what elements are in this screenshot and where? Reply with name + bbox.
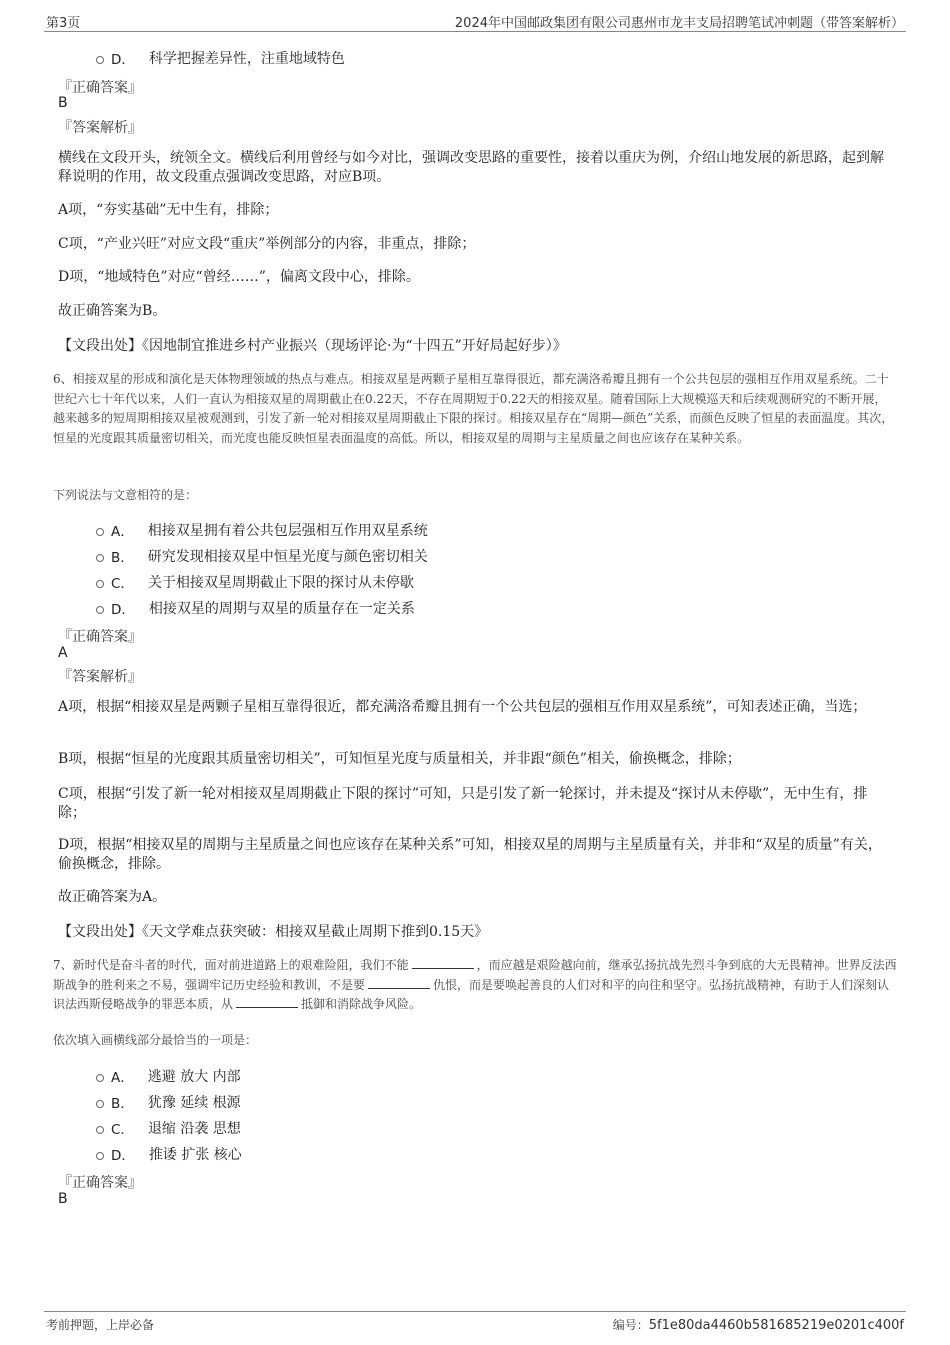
- radio-icon[interactable]: [96, 1100, 104, 1108]
- header-divider: [44, 31, 906, 32]
- analysis-paragraph: A项，根据“相接双星是两颗子星相互靠得很近，都充满洛希瓣且拥有一个公共包层的强相互作用双星系统”，可知表述正确，当选；: [58, 699, 867, 715]
- analysis-paragraph: C项，“产业兴旺”对应文段“重庆”举例部分的内容，非重点，排除；: [58, 236, 476, 252]
- page-number: 第3页: [46, 16, 81, 31]
- option-d[interactable]: D． 相接双星的周期与双星的质量存在一定关系: [96, 598, 415, 618]
- analysis-conclusion: 故正确答案为A。: [58, 889, 167, 905]
- answer-label: 『正确答案』: [58, 80, 142, 96]
- option-b[interactable]: B． 犹豫 延续 根源: [96, 1092, 241, 1112]
- analysis-paragraph: D项，“地域特色”对应“曾经……”，偏离文段中心，排除。: [58, 269, 420, 285]
- option-d[interactable]: D． 推诿 扩张 核心: [96, 1144, 242, 1164]
- option-a[interactable]: A． 相接双星拥有着公共包层强相互作用双星系统: [96, 520, 428, 540]
- option-d[interactable]: D． 科学把握差异性，注重地域特色: [96, 48, 345, 68]
- radio-icon[interactable]: [96, 1126, 104, 1134]
- question-prompt: 下列说法与文意相符的是：: [53, 488, 198, 502]
- fill-blank: [412, 956, 474, 969]
- analysis-paragraph: B项，根据“恒星的光度跟其质量密切相关”，可知恒星光度与质量相关，并非跟“颜色”相关，偷换概念，排除；: [58, 751, 741, 767]
- document-code: 编号：5f1e80da4460b581685219e0201c400f: [612, 1318, 904, 1333]
- footer-divider: [44, 1311, 906, 1312]
- question-prompt: 依次填入画横线部分最恰当的一项是：: [53, 1033, 258, 1047]
- radio-icon[interactable]: [96, 606, 104, 614]
- analysis-paragraph: 横线在文段开头，统领全文。横线后利用曾经与如今对比，强调改变思路的重要性，接着以重庆为例，介绍山地发展的新思路，起到解释说明的作用，故文段重点强调改变思路，对应B项。: [58, 150, 884, 185]
- analysis-label: 『答案解析』: [58, 669, 142, 685]
- source-citation: 【文段出处】《天文学难点获突破：相接双星截止周期下推到0.15天》: [58, 924, 489, 940]
- answer-label: 『正确答案』: [58, 1175, 142, 1191]
- analysis-label: 『答案解析』: [58, 120, 142, 136]
- radio-icon[interactable]: [96, 580, 104, 588]
- option-b[interactable]: B． 研究发现相接双星中恒星光度与颜色密切相关: [96, 546, 428, 566]
- source-citation: 【文段出处】《因地制宜推进乡村产业振兴（现场评论·为“十四五”开好局起好步）》: [58, 338, 567, 354]
- question-stem: 6、相接双星的形成和演化是天体物理领域的热点与难点。相接双星是两颗子星相互靠得很近，都充满洛希瓣且拥有一个公共包层的强相互作用双星系统。二十世纪六七十年代以来，人们一直认为相接双星的周期截止在0.22天，不存在周期短于0.22天的相接双星。随着国际上大规模巡天和后续观测研究的不断开展，越来越多的短周期相接双星被观测到，引发了新一轮对相接双星周期截止下限的探讨。相接双星存在“周期—颜色”关系，而颜色反映了恒星的表面温度。其次，恒星的光度跟其质量密切相关，而光度也能反映恒星表面温度的高低。所以，相接双星的周期与主星质量之间也应该存在某种关系。: [53, 372, 894, 445]
- answer-label: 『正确答案』: [58, 629, 142, 645]
- correct-answer: A: [58, 645, 68, 661]
- analysis-paragraph: D项，根据“相接双星的周期与主星质量之间也应该存在某种关系”可知，相接双星的周期与主星质量有关，并非和“双星的质量”有关，偷换概念，排除。: [58, 837, 882, 872]
- analysis-conclusion: 故正确答案为B。: [58, 303, 167, 319]
- fill-blank: [368, 976, 430, 989]
- footer-slogan: 考前押题，上岸必备: [46, 1318, 155, 1332]
- fill-blank: [236, 995, 298, 1008]
- option-c[interactable]: C． 关于相接双星周期截止下限的探讨从未停歇: [96, 572, 414, 592]
- correct-answer: B: [58, 95, 68, 111]
- question-stem: 7、新时代是奋斗者的时代，面对前进道路上的艰难险阻，我们不能 ，而应越是艰险越向前，继承弘扬抗战先烈斗争到底的大无畏精神。世界反法西斯战争的胜利来之不易，强调牢记历史经验和教训，不是要 仇恨，而是要唤起善良的人们对和平的向往和坚守。弘扬抗战精神，有助于人们深刻认识法西斯侵略战争的罪恶本质，从 抵御和消除战争风险。: [53, 958, 897, 1011]
- radio-icon[interactable]: [96, 1074, 104, 1082]
- option-c[interactable]: C． 退缩 沿袭 思想: [96, 1118, 241, 1138]
- analysis-paragraph: A项，“夯实基础”无中生有，排除；: [58, 202, 279, 218]
- radio-icon[interactable]: [96, 56, 104, 64]
- radio-icon[interactable]: [96, 554, 104, 562]
- option-a[interactable]: A． 逃避 放大 内部: [96, 1066, 241, 1086]
- analysis-paragraph: C项，根据“引发了新一轮对相接双星周期截止下限的探讨”可知，只是引发了新一轮探讨，并未提及“探讨从未停歇”，无中生有，排除；: [58, 786, 868, 821]
- correct-answer: B: [58, 1191, 68, 1207]
- radio-icon[interactable]: [96, 1152, 104, 1160]
- document-title: 2024年中国邮政集团有限公司惠州市龙丰支局招聘笔试冲刺题（带答案解析）: [454, 16, 904, 31]
- radio-icon[interactable]: [96, 528, 104, 536]
